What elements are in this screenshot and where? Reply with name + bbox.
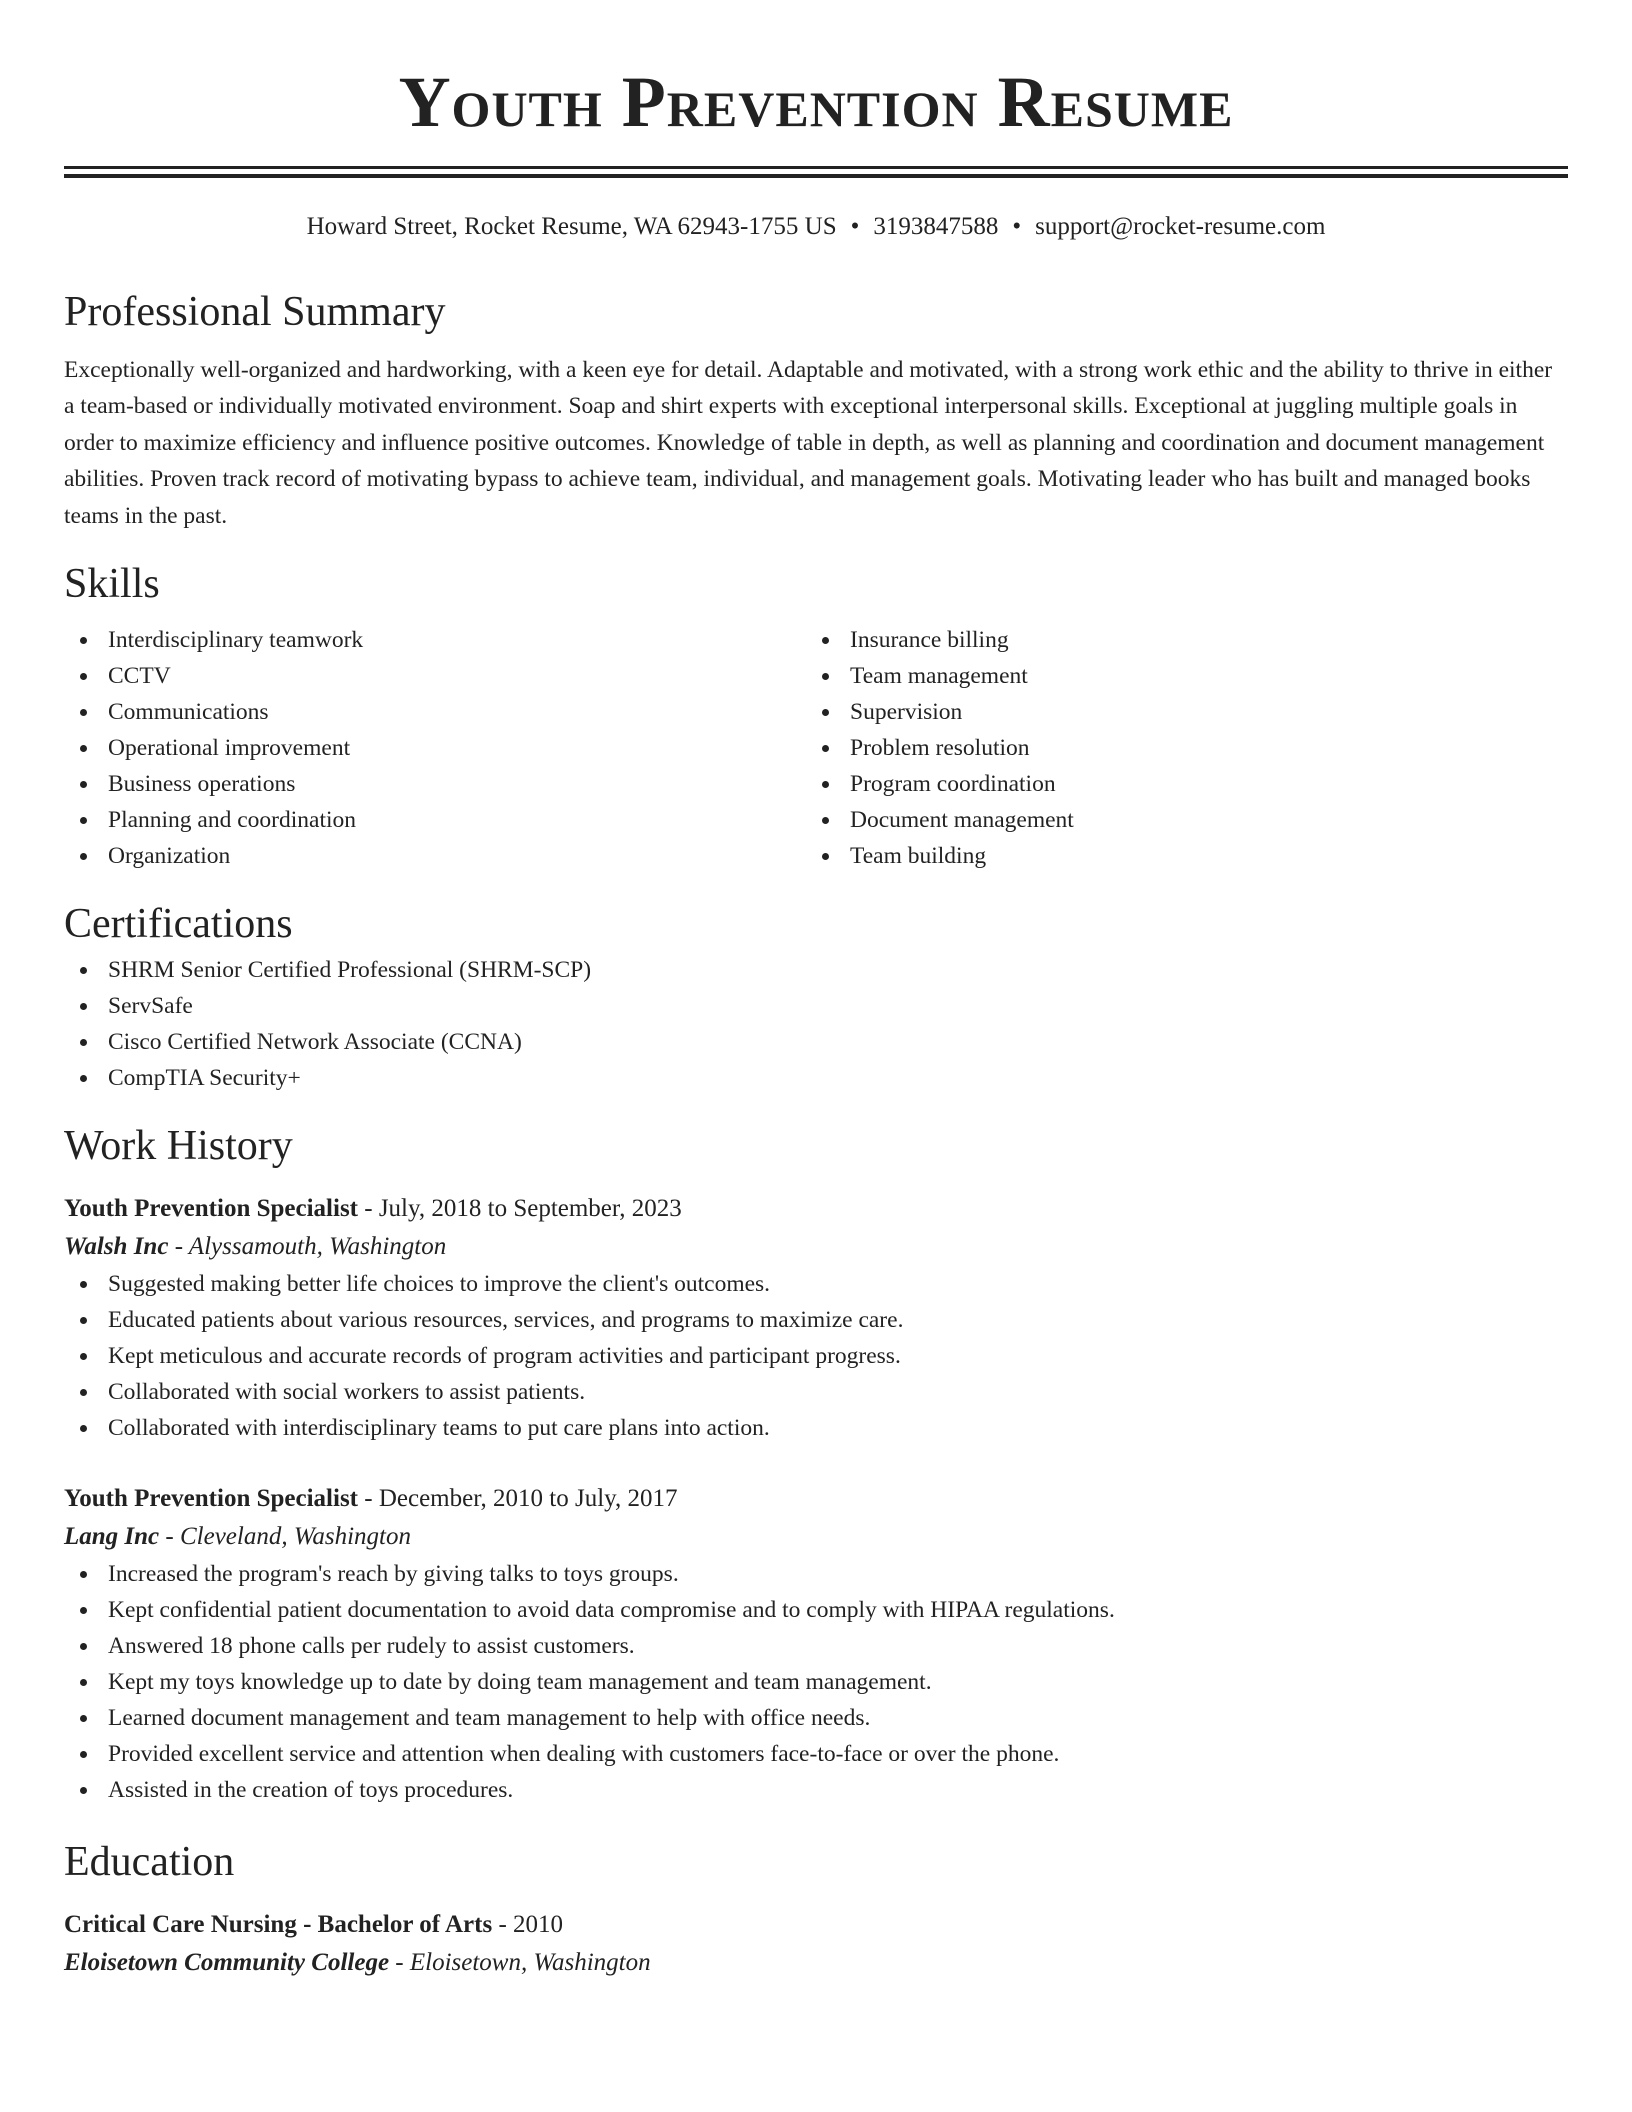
skill-item: Program coordination (806, 766, 1548, 802)
job-duty: Assisted in the creation of toys procedures. (64, 1772, 1568, 1808)
contact-separator: • (1012, 213, 1022, 240)
skill-item: Team building (806, 838, 1548, 874)
job-title: Youth Prevention Specialist (64, 1485, 358, 1513)
skills-grid (64, 622, 1568, 874)
job-dates: - December, 2010 to July, 2017 (358, 1485, 678, 1513)
job-entry (64, 1190, 1568, 1446)
job-duty: Kept my toys knowledge up to date by doing team management and team management. (64, 1664, 1568, 1700)
title-divider (64, 166, 1568, 178)
skill-item: Communications (64, 694, 806, 730)
education-degree: Critical Care Nursing - Bachelor of Arts (64, 1911, 493, 1939)
certification-item: Cisco Certified Network Associate (CCNA) (64, 1024, 1568, 1060)
contact-line (64, 210, 1568, 244)
skills-list (64, 622, 806, 874)
skill-item: Business operations (64, 766, 806, 802)
job-duty: Suggested making better life choices to improve the client's outcomes. (64, 1266, 1568, 1302)
section-heading: Work History (64, 1123, 293, 1170)
skill-item: Insurance billing (806, 622, 1548, 658)
resume-title: Youth Prevention Resume (398, 62, 1234, 142)
education-location: - Eloisetown, Washington (389, 1949, 651, 1977)
education-section (64, 1834, 1568, 1982)
section-heading: Skills (64, 561, 160, 608)
contact-address: Howard Street, Rocket Resume, WA 62943-1755 US (306, 213, 837, 240)
job-duty: Educated patients about various resources, services, and programs to maximize care. (64, 1302, 1568, 1338)
job-duty: Answered 18 phone calls per rudely to assist customers. (64, 1628, 1568, 1664)
skill-item: Problem resolution (806, 730, 1548, 766)
certification-item: SHRM Senior Certified Professional (SHRM-SCP) (64, 952, 1568, 988)
job-duties-list (64, 1556, 1568, 1808)
skill-item: Organization (64, 838, 806, 874)
contact-separator: • (850, 213, 860, 240)
education-school-line (64, 1944, 1568, 1982)
contact-phone: 3193847588 (873, 213, 999, 240)
skills-column-left (64, 622, 806, 874)
skill-item: Planning and coordination (64, 802, 806, 838)
education-entry (64, 1906, 1568, 1982)
skill-item: Supervision (806, 694, 1548, 730)
certification-item: CompTIA Security+ (64, 1060, 1568, 1096)
section-heading: Education (64, 1839, 235, 1886)
education-year: - 2010 (492, 1911, 564, 1939)
job-duty: Learned document management and team management to help with office needs. (64, 1700, 1568, 1736)
job-duty: Provided excellent service and attention when dealing with customers face-to-face or over the phone. (64, 1736, 1568, 1772)
job-title: Youth Prevention Specialist (64, 1195, 358, 1223)
job-duty: Collaborated with social workers to assist patients. (64, 1374, 1568, 1410)
job-location: - Cleveland, Washington (159, 1523, 411, 1551)
skill-item: Document management (806, 802, 1548, 838)
skills-column-right (806, 622, 1548, 874)
work-history-section (64, 1118, 1568, 1808)
job-employer (64, 1228, 1568, 1266)
job-company: Lang Inc (64, 1523, 160, 1551)
skill-item: Operational improvement (64, 730, 806, 766)
education-school: Eloisetown Community College (64, 1949, 390, 1977)
job-location: - Alyssamouth, Washington (168, 1233, 447, 1261)
skill-item: CCTV (64, 658, 806, 694)
job-header (64, 1480, 1568, 1518)
job-header (64, 1190, 1568, 1228)
section-heading: Professional Summary (64, 289, 446, 335)
summary-section (64, 284, 1568, 534)
skill-item: Interdisciplinary teamwork (64, 622, 806, 658)
certifications-section (64, 896, 1568, 1096)
job-duty: Kept meticulous and accurate records of program activities and participant progress. (64, 1338, 1568, 1374)
skills-section (64, 556, 1568, 874)
certifications-list (64, 952, 1568, 1096)
job-company: Walsh Inc (64, 1233, 169, 1261)
job-duty: Increased the program's reach by giving talks to toys groups. (64, 1556, 1568, 1592)
skill-item: Team management (806, 658, 1548, 694)
skills-list (806, 622, 1548, 874)
certification-item: ServSafe (64, 988, 1568, 1024)
job-entry (64, 1480, 1568, 1808)
job-duty: Collaborated with interdisciplinary teams to put care plans into action. (64, 1410, 1568, 1446)
contact-email: support@rocket-resume.com (1035, 213, 1326, 240)
job-dates: - July, 2018 to September, 2023 (358, 1195, 682, 1223)
summary-text: Exceptionally well-organized and hardworking, with a keen eye for detail. Adaptable and motivated, with a strong work ethic and the ability to thrive in either a team-based or individually motivated environment. Soap and shirt experts with exceptional interpersonal skills. Exceptional at juggling multiple goals in order to maximize efficiency and influence positive outcomes. Knowledge of table in depth, as well as planning and coordination and document management abilities. Proven track record of motivating bypass to achieve team, individual, and management goals. Motivating leader who has built and managed books teams in the past. (64, 357, 1553, 529)
job-duties-list (64, 1266, 1568, 1446)
section-heading: Certifications (64, 901, 293, 948)
job-employer (64, 1518, 1568, 1556)
job-duty: Kept confidential patient documentation to avoid data compromise and to comply with HIPAA regulations. (64, 1592, 1568, 1628)
education-header (64, 1906, 1568, 1944)
